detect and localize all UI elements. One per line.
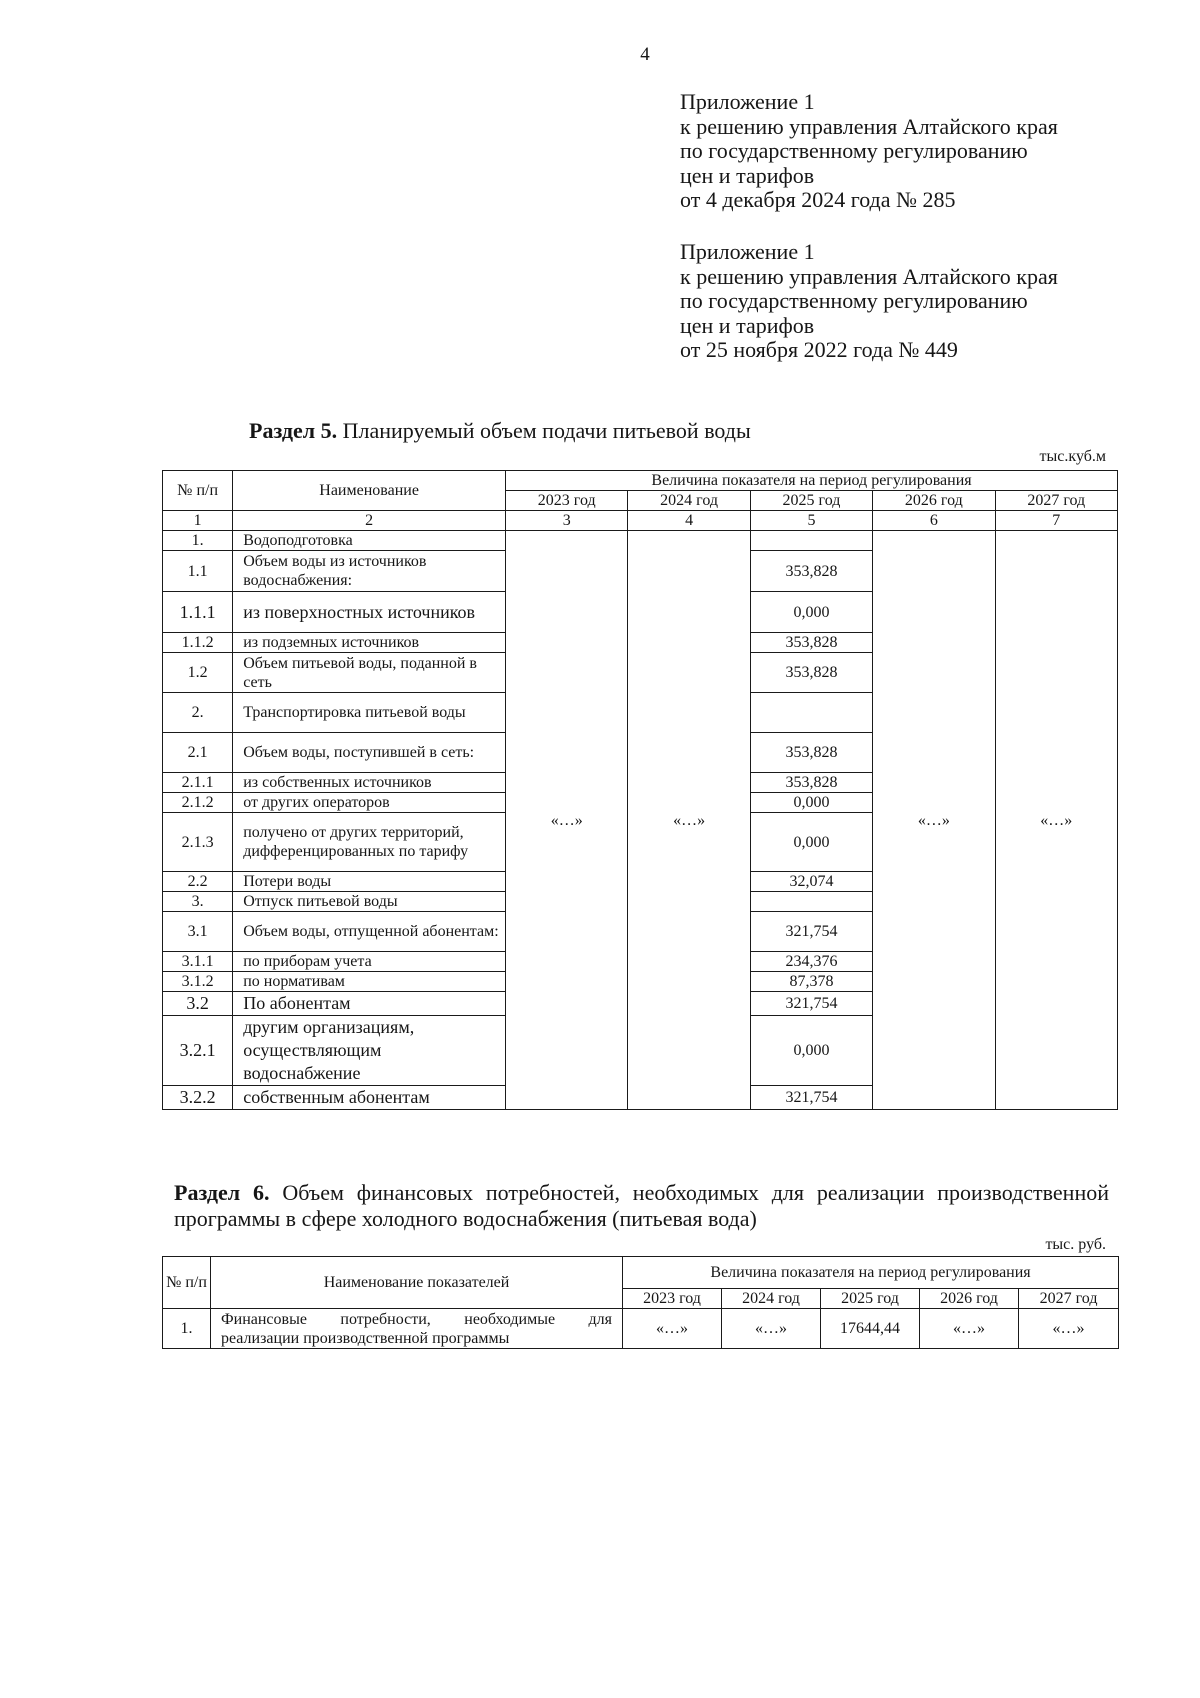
section-6-title-text: Объем финансовых потребностей, необходимых для реализации производственной программы в сфере холодного водоснабжения (питьевая вода) <box>174 1180 1110 1231</box>
header-year: 2024 год <box>722 1289 821 1309</box>
row-num: 3.1.2 <box>163 972 233 992</box>
row-name: из подземных источников <box>233 633 506 653</box>
row-name: Отпуск питьевой воды <box>233 892 506 912</box>
appendix-line: по государственному регулированию <box>680 288 1028 313</box>
row-value-2025: 353,828 <box>750 633 872 653</box>
row-value-2025: 32,074 <box>750 872 872 892</box>
header-year: 2023 год <box>506 491 628 511</box>
row-name: Потери воды <box>233 872 506 892</box>
header-year: 2026 год <box>920 1289 1019 1309</box>
row-value-2025: 353,828 <box>750 733 872 773</box>
row-value: «…» <box>623 1309 722 1349</box>
row-value-2025: 353,828 <box>750 653 872 693</box>
appendix-line: к решению управления Алтайского края <box>680 113 1058 139</box>
appendix-line: от 25 ноября 2022 года № 449 <box>680 337 958 362</box>
row-num: 3.2 <box>163 992 233 1016</box>
section-5-unit: тыс.куб.м <box>1039 448 1106 465</box>
row-value-2025: 353,828 <box>750 551 872 592</box>
row-num: 3.2.1 <box>163 1016 233 1086</box>
column-number: 5 <box>750 511 872 531</box>
row-name: от других операторов <box>233 793 506 813</box>
appendix-block-current <box>680 90 1140 213</box>
row-name-line: Финансовые потребности, необходимые для <box>221 1310 612 1328</box>
appendix-line: от 4 декабря 2024 года № 285 <box>680 187 956 212</box>
appendix-line: к решению управления Алтайского края <box>680 263 1058 289</box>
section-5-title-number: Раздел 5. <box>249 418 338 443</box>
header-year: 2026 год <box>873 491 995 511</box>
section-6-title-number: Раздел 6. <box>174 1180 270 1205</box>
row-num: 3.1.1 <box>163 952 233 972</box>
row-value-2025: 87,378 <box>750 972 872 992</box>
row-num: 1.1.2 <box>163 633 233 653</box>
row-name <box>211 1309 623 1349</box>
row-num: 3.2.2 <box>163 1086 233 1110</box>
row-num: 3.1 <box>163 912 233 952</box>
header-year: 2027 год <box>1019 1289 1119 1309</box>
row-num: 1.1 <box>163 551 233 592</box>
column-number: 1 <box>163 511 233 531</box>
column-number: 3 <box>506 511 628 531</box>
row-value: «…» <box>920 1309 1019 1349</box>
header-year: 2025 год <box>750 491 872 511</box>
row-value: 17644,44 <box>821 1309 920 1349</box>
row-name: По абонентам <box>233 992 506 1016</box>
row-name: по нормативам <box>233 972 506 992</box>
section-5-title-text: Планируемый объем подачи питьевой воды <box>342 418 751 443</box>
page-number: 4 <box>640 44 650 65</box>
header-period-group: Величина показателя на период регулирования <box>506 471 1118 491</box>
row-num: 2.2 <box>163 872 233 892</box>
row-num: 1. <box>163 531 233 551</box>
row-value-2025 <box>750 892 872 912</box>
header-year: 2027 год <box>995 491 1117 511</box>
row-name-line: реализации производственной программы <box>221 1329 510 1347</box>
section-6-unit: тыс. руб. <box>1045 1236 1106 1253</box>
appendix-line: цен и тарифов <box>680 312 815 338</box>
header-year: 2024 год <box>628 491 750 511</box>
appendix-line: Приложение 1 <box>680 239 815 264</box>
appendix-line: Приложение 1 <box>680 89 815 114</box>
row-value-2025 <box>750 693 872 733</box>
water-volume-table <box>162 470 1118 1110</box>
row-name: из поверхностных источников <box>233 592 506 633</box>
appendix-line: цен и тарифов <box>680 162 815 188</box>
section-6-title <box>174 1180 1109 1232</box>
row-value-2025: 321,754 <box>750 992 872 1016</box>
water-volume-table-body <box>163 471 1118 1110</box>
header-num: № п/п <box>163 1257 211 1309</box>
row-num: 2. <box>163 693 233 733</box>
header-num-text: № п/п <box>177 482 219 499</box>
financial-needs-table <box>162 1256 1119 1349</box>
column-number: 2 <box>233 511 506 531</box>
placeholder-cell: «…» <box>506 531 628 1110</box>
placeholder-cell: «…» <box>995 531 1117 1110</box>
appendix-line: по государственному регулированию <box>680 138 1028 163</box>
row-value: «…» <box>722 1309 821 1349</box>
row-name: собственным абонентам <box>233 1086 506 1110</box>
row-name: Транспортировка питьевой воды <box>233 693 506 733</box>
row-name: Объем воды, отпущенной абонентам: <box>233 912 506 952</box>
row-value-2025: 0,000 <box>750 1016 872 1086</box>
column-number: 4 <box>628 511 750 531</box>
column-number: 7 <box>995 511 1117 531</box>
row-name: другим организациям, осуществляющим водоснабжение <box>233 1016 506 1086</box>
row-num: 2.1.3 <box>163 813 233 872</box>
row-value-2025: 234,376 <box>750 952 872 972</box>
row-name: Водоподготовка <box>233 531 506 551</box>
header-num <box>163 471 233 511</box>
column-number: 6 <box>873 511 995 531</box>
row-name: Объем воды из источников водоснабжения: <box>233 551 506 592</box>
row-num: 2.1.1 <box>163 773 233 793</box>
row-name: получено от других территорий, дифференцированных по тарифу <box>233 813 506 872</box>
row-num: 2.1.2 <box>163 793 233 813</box>
header-name: Наименование <box>233 471 506 511</box>
appendix-block-original <box>680 240 1140 363</box>
header-period-group: Величина показателя на период регулирования <box>623 1257 1119 1289</box>
table-row <box>163 1309 1119 1349</box>
row-num: 1.1.1 <box>163 592 233 633</box>
row-name: Объем питьевой воды, поданной в сеть <box>233 653 506 693</box>
header-name: Наименование показателей <box>211 1257 623 1309</box>
row-value-2025: 321,754 <box>750 1086 872 1110</box>
header-year: 2025 год <box>821 1289 920 1309</box>
row-name: из собственных источников <box>233 773 506 793</box>
row-num: 3. <box>163 892 233 912</box>
row-value-2025: 0,000 <box>750 793 872 813</box>
row-value-2025: 321,754 <box>750 912 872 952</box>
row-value-2025 <box>750 531 872 551</box>
row-value-2025: 0,000 <box>750 592 872 633</box>
row-name: по приборам учета <box>233 952 506 972</box>
row-value-2025: 353,828 <box>750 773 872 793</box>
row-num: 1.2 <box>163 653 233 693</box>
row-num: 2.1 <box>163 733 233 773</box>
row-name: Объем воды, поступившей в сеть: <box>233 733 506 773</box>
placeholder-cell: «…» <box>628 531 750 1110</box>
table-row <box>163 531 1118 551</box>
row-value-2025: 0,000 <box>750 813 872 872</box>
placeholder-cell: «…» <box>873 531 995 1110</box>
row-num: 1. <box>163 1309 211 1349</box>
section-5-title <box>249 418 751 444</box>
header-year: 2023 год <box>623 1289 722 1309</box>
row-value: «…» <box>1019 1309 1119 1349</box>
